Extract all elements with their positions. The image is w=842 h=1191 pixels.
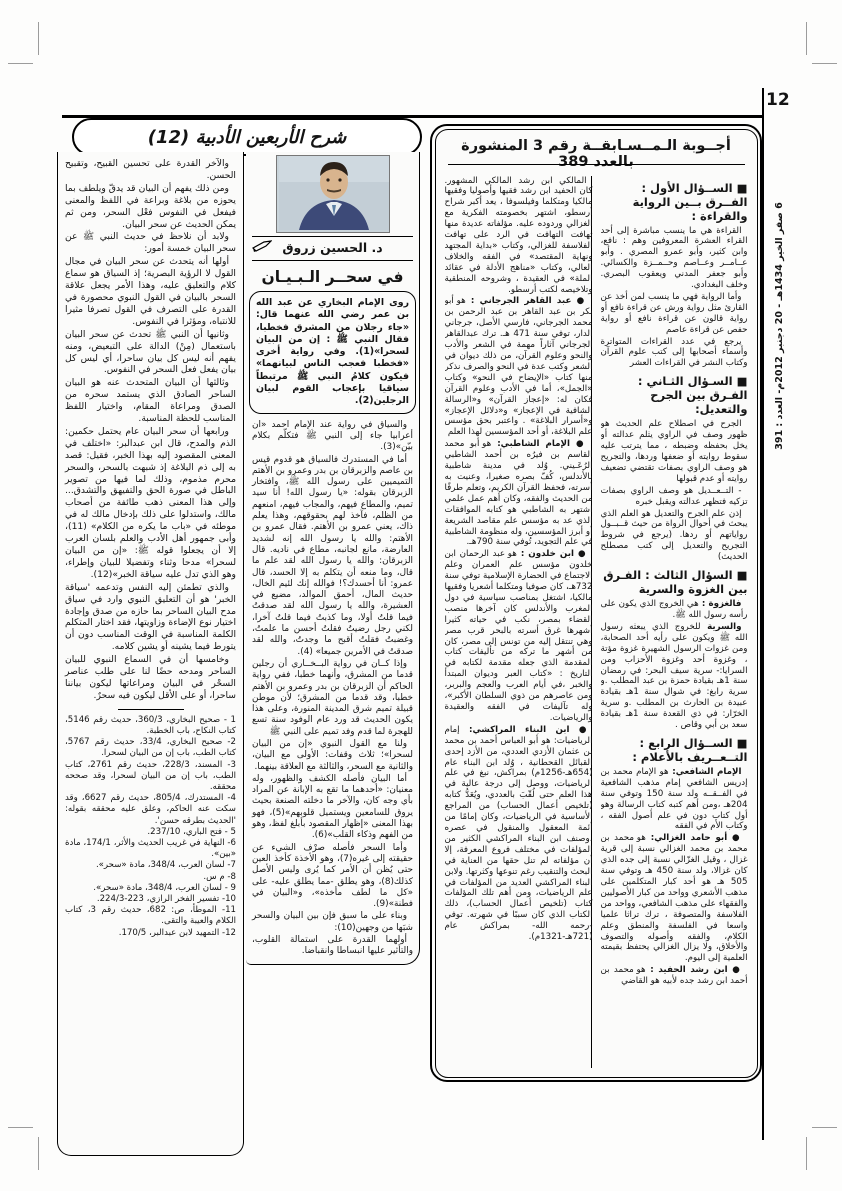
- crop-mark: [8, 1127, 33, 1128]
- caption-rule-bottom: [252, 260, 413, 261]
- paragraph: ولابد أن نلاحظ في حديث النبي ﷺ عن سحر البيان خمسة أمور:: [65, 231, 236, 255]
- paragraph: ● الإمام الشاطبي: هو أبو محمد القاسم بن فيرُه بن أحمد الشاطبي الرُعَـيني. وُلد في مدينة شاطبية بالأندلس، كُفّ بصره صغيرا، وعنيت به أسرته، فحفظ القرآن الكريم، وتعلم طرفًا من الحديث والفقه، وكان أهم عمل علمي اشتهر به الشاطبي هو كتابه الموافقات الذي عد به مؤسس علم مقاصد الشريعة أو أبرز المؤسسين، وله منظومة الشاطبية في علم التجويد، تُوفي سنة 790هـ.: [444, 439, 593, 548]
- paragraph: أما البيان فأصله الكشف والظهور، وله معنيان: «أحدهما ما تقع به الإبانة عن المراد بأي وجه كان، والآخر ما دخلته الصنعة بحيث يروق للسامعين ويستميل قلوبهم»(5)، فهو بهذا المعنى «إظهار المقصود بأبلغ لفظ، وهو من الفهم وذكاء القلب»(6).: [252, 773, 413, 841]
- paragraph: ● عبد القاهر الجرجاني : هو أبو بكر بن عبد القاهر بن عبد الرحمن بن محمد الجرجاني، فارسي الأصل، جرجاني الدار، توفي سنة 471 هـ. ترك عبدالقاهر الجرجاني آثاراً مهمة في الشعر والأدب والنحو وعلوم القرآن، من ذلك ديوان في الشعر وكتب عدة في النحو والصرف نذكر منها كتاب «الإيضاح في النحو» وكتاب «الجمل»، أما في الأدب وعلوم القرآن فكان له: «إعجاز القرآن» و«الرسالة الشافية في الإعجاز» و«دلائل الإعجاز» و«أسرار البلاغة» . واعتبر بحق مؤسس علم البلاغة، أو أحد المؤسسين لهذا العلم: [444, 296, 593, 438]
- footnote: 7- لسان العرب، 348/4، مادة «سحر».: [95, 860, 236, 871]
- essay-left-column: [57, 152, 244, 1156]
- footnote: 6- النهاية في غريب الحديث والأثر، 174/1، مادة «بين».: [65, 838, 236, 860]
- paragraph: وبناء على ما سبق فإن بين البيان والسحر شبَها من وجهين(10):: [252, 911, 413, 933]
- paragraph: أما في المستدرك فالسياق هو قدوم قيس بن عاصم والزبرقان بن بدر وعمرو بن الأهتم التميميين على رسول الله ﷺ، وافتخار الزبرقان بقوله: «يا رسول الله! أنا سيد تميم، والمطاع فيهم، والمجاب فيهم، امنعهم من الظلم، فآخذ لهم بحقوقهم، وهذا يعلم ذاك، يعني عمرو بن الأهتم. فقال عمرو بن الأهتم: والله يا رسول الله إنه لشديد العارضة، مانع لجانبه، مطاع في ناديه. قال الزبرقان: والله يا رسول الله لقد علم ما قال، وما منعه أن يتكلم به إلا الحسد، قال عمرو: أنا أحسدك؟! فوالله إنك لئيم الخال، حديث المال، أحمق الموالد، مضيع في العشيرة، والله يا رسول الله لقد صدقتُ فيما قلتُ أولا، وما كذبتُ فيما قلتُ آخرا، لكني رجل رضيتُ فقلتُ أحسن ما علمتُ، وغضبتُ فقلتُ أقبح ما وجدتُ، والله لقد صدقتُ في الأمرين جميعا» (4).: [252, 454, 413, 657]
- paragraph: ● ابن خلدون : هو عبد الرحمان ابن خلدون مؤسس علم العمران وعلم الاجتماع في الحضارة الإسلامية توفي سنة 732هـ، كان صوفيا ومتكلما أشعريا وفقيها مالكيا، اشتغل بمناصب سياسية في دول المغرب والأندلس كان آخرها منصب القضاء بمصر، نكب في حياته كثيرا أشهرها غرق أسرته بالبحر قرب مصر وهي تنتقل إليه من تونس إلى مصر، كان من أشهر ما تركه من تأليفات كتاب المقدمة الذي جعله مقدمة لكتابه في التاريخ : «كتاب العبر وديوان المبتدأ والخبر ،في أيام العرب والعجم والبربر، ومن عاصرهم من ذوي السلطان الأكبر»، وله تآليفات في الفقه والعقيدة والرياضيات.: [444, 549, 593, 723]
- paragraph: الإمام الشافعي: هو الإمام محمد بن إدريس الشافعي إمام مذهب الشافعية في الفــقــه ولد سنة 150 وتوفي سنة 204هـ ،ومن أهم كتبه كتاب الرسالة وهو أول كتاب دون في علم أصول الفقه ، وكتاب الأم في الفقه: [600, 766, 748, 832]
- paragraph: والآخر القدرة على تحسين القبيح، وتقبيح الحسن.: [65, 158, 236, 181]
- paragraph: الجرح في اصطلاح علم الحديث هو ظهور وصف في الراوي يثلم عدالته أو يخل بحفظه وضبطه ، مما يترتب عليه سقوط روايته أو ضعفها وردها، والتجريح هو وصف الراوي بصفات تقتضي تضعيف روايته أو عدم قبولها: [600, 419, 748, 484]
- footnote: 2- صحيح البخاري، 33/4، حديث رقم 5767، كتاب الطب، باب إن من البيان لسحرا.: [65, 737, 236, 759]
- essay-title: في سحــر الـبـيـان: [261, 268, 404, 286]
- series-title: شرح الأربعين الأدبية (12): [147, 126, 347, 148]
- paragraph: وثانيها أن النبي ﷺ تحدث عن سحر البيان باستعمال (مِنْ) الدالة على التبعيض، ومنه يفهم أنه ليس كل بيان ساحرا، أي ليس كل بيان يفعل فعل السحر في النفوس.: [65, 328, 236, 376]
- paragraph: ● ابن رشد الحفيد : هو محمد بن أحمد ابن رشد جده لأبيه هو القاضي: [600, 965, 748, 987]
- author-name: د. الحسين زروق: [282, 239, 383, 255]
- crop-mark: [812, 1127, 837, 1128]
- footnote: 9 - لسان العرب، 348/4، مادة «سحر».: [93, 882, 236, 893]
- footnote: 8- م س.: [203, 871, 236, 882]
- paragraph: والسرية للخروج الذي يبعثه رسول الله ﷺ ويكون على رأيه أحد الصحابة، ومن غزوات الرسول الشهيرة غزوة مؤتة ، وغزوة أحد وغزوة الأحزاب ومن السرايا:- سرية سيف البحر: في رمضان سنة 1هـ بقيادة حمزة بن عبد المطلب .و سرية رابغ: في شوال سنة 1هـ بقيادة عبيدة بن الحارث بن المطلب .و سرية الخرّار: في ذي القعدة سنة 1هـ بقيادة سعد بن أبي وقاص .: [600, 621, 748, 731]
- paragraph: وأما السحر فأصله صرْف الشيء عن حقيقته إلى غيره(7)، وهو الأخذة كأخذ العين حتى يُظن أن الأمر كما يُرى وليس الأصل كذلك(8)، وهو يطلق -مما يطلق عليه- على «كل ما لطف مأخذه»، و«البيان في فطنة»(9).: [252, 842, 413, 910]
- paragraph: وخامسها أن في السماع النبوي للبيان الساحر ومدحه حضًا لنا على طلب عناصر السحْر في البيان ومراعاتها ليكون بياننا ساحرا، أو على الأقل ليكون فيه سحرٌ.: [65, 654, 236, 701]
- crop-mark: [8, 63, 33, 64]
- crop-mark: [38, 22, 39, 55]
- essay-middle-column: [246, 152, 420, 965]
- author-photo-image: [279, 156, 389, 230]
- footnote-divider: [118, 709, 184, 710]
- edition-date-vertical: 6 صفر الخير 1434هـ - 20 دجنبر 2012م- العدد : 391: [774, 202, 785, 450]
- footnote: 11- الموطأ، ص: 682، حديث رقم 3، كتاب الكلام والعيبة والتقى.: [65, 905, 237, 927]
- footnote: 10- تفسير الفخر الرازي، 223-224/3.: [96, 894, 236, 905]
- author-caption-row: [246, 237, 419, 257]
- footnote: 1 - صحيح البخاري، 360/3، حديث رقم 5146، كتاب النكاح، باب الخطبة.: [65, 714, 236, 736]
- paragraph: وأما الرواية فهي ما ينسب لمن أخذ عن القارئ مثل رواية ورش عن قراءة نافع أو رواية قالون عن قراءة نافع أو رواية حفص عن قراءة عاصم: [600, 291, 748, 335]
- question-heading: ■ السـؤال الثـاني : الفـرق بين الجرح والتعديل:: [637, 374, 748, 417]
- question-heading: ■ السؤال الثالث : الفـرق بين الغزوة والسرية: [603, 568, 748, 597]
- question-heading: ■ الســؤال الرابع : التــعــريف بالأعلام :: [632, 735, 748, 764]
- paragraph: ● أبو حامد الغزالي: هو محمد بن محمد بن محمد الغزالي نسبة إلى قرية غزال ، وقيل الغزّالي نسبة إلى جده الذي كان غزالا، ولد سنة 450 هـ وتوفي سنة 505 هـ هو أحد كبار المتكلمين على مذهب الأشعري وواحد من كبار الأصوليين والفقهاء على مذهب الشافعي، وواحد من الفلاسفة والمتصوفة ، ترك تراثا علميا واسعا في الفلسفة والمنطق وعلم الكلام، والفقه وأصوله والتصوف والأخلاق، ولا يزال الغزالي يحتفظ بقيمته العلمية إلى اليوم.: [600, 833, 748, 964]
- crop-mark: [806, 22, 807, 55]
- series-banner: [72, 118, 422, 156]
- paragraph: ومن ذلك يفهم أن البيان قد يدقّ ويلطف بما يحوزه من بلاغة وبراعة في اللفظ والمعنى فيفعل في النفوس فعْل السحر، ومن ثم يمكن الحديث عن سحر البيان.: [65, 182, 236, 230]
- paragraph: يرجع في عدد القراءات المتواترة وأسماء أصحابها إلى كتب علوم القرآن وكتاب النشر في القراءات العشر: [600, 336, 748, 369]
- article-columns: [445, 176, 748, 1068]
- article-title: أجــوبة الـمــسـابقــة رقم 3 المنشورة بالعدد 389: [461, 137, 731, 170]
- paragraph: - التــعــديل هو وصف الراوي بصفات تزكيه فتظهر عدالته ويقبل خبره: [600, 485, 748, 507]
- paragraph: ولنا مع القول النبوي «إن من البيان لسحرا»؛ ثلاث وقفات: الأولى مع البيان، والثانية مع السحر، والثالثة مع العلاقة بينهما.: [252, 738, 413, 772]
- essay-paragraphs: [65, 158, 236, 702]
- competition-answers-article: [430, 124, 762, 1082]
- paragraph: فالغزوة : هي الخروج الذي يكون على رأسه رسول الله ﷺ.: [600, 599, 748, 620]
- essay-middle-paragraphs: [246, 420, 419, 960]
- paragraph: وثالثها أن البيان المتحدث عنه هو البيان الساحر الصادق الذي يستمد سحره من الصدق ومراعاة المقام، واختيار اللفظ المناسب للحظة المناسبة.: [65, 377, 236, 425]
- right-vertical-rule: [762, 88, 764, 1140]
- footnote: 3- المسند، 228/3، حديث رقم 2761، كتاب الطب، باب إن من البيان لسحرا، وقد صححه محققه.: [65, 759, 236, 792]
- paragraph: أولها أنه يتحدث عن سحر البيان في مجال القول لا الرؤية البصرية؛ إذ السياق هو سماع كلام والتعليق عليه، وهذا الأمر يجعل علاقة السحر بالبيان في القول النبوي محصورة في القدرة على التصرف في القول تصرفا مثيرا للانتباه، ومؤثرا في النفوس.: [65, 256, 236, 327]
- article-inner-border: [435, 129, 758, 1078]
- pen-icon: [252, 239, 272, 258]
- paragraph: ● ابن البناء المراكشي: إمام الرياضيات: هو أبو العباس أحمد بن محمد بن عثمان الأزدي العددي، من الأزد إحدى القبائل القحطانية ، وُلد ابن البناء عام (654هـ-1256م) بمراكش، نبغ في علم الرياضيات، ووصل إلى درجة عالية في هذا العلم حتى لُقّبَ بالعددي، ويُعَدُّ كتابه (تلخيص أعمال الحساب) من المراجع الأساسية في الرياضيات، وكان إمامًا من أئمة المعقول والمنقول في عصره .وصنف ابن البناء المراكشي الكثير من المؤلفات في مختلف فروع المعرفة، إلا أن مؤلفاته لم تنل حقها من العناية في البحث والتنقيب رغم تنوعها وكثرتها. ولابن البناء المراكشي العديد من المؤلفات في علم الرياضيات، ومن أهم تلك المؤلفات كتاب (تلخيص أعمال الحساب)، ذلك الكتاب الذي كان سببًا في شهرته. توفي -رحمه الله- بمراكش عام (721هـ-1321م).: [444, 724, 593, 943]
- title-rule: [448, 164, 745, 165]
- paragraph: ورابعها أن سحر البيان عام يحتمل حكمين: الذم والمدح، قال ابن عبدالبر: «اختلف في المعنى المقصود إليه بهذا الخبر، فقيل: قصد به إلى ذم البلاغة إذ شبهت بالسحر، والسحر محرم مذموم، وذلك لما فيها من تصوير الباطل في صورة الحق والتفيهق والتشدق... وإلى هذا المعنى ذهب طائفة من أصحاب مالك، واستدلوا على ذلك بإدخال مالك له في موطئه في «باب ما يكره من الكلام» (11)، وأبى جمهور أهل الأدب والعلم بلسان العرب إلا أن يجعلوا قوله ﷺ: «إن من البيان لسحرا» مدحا وثناء وتفضيلا للبيان وإطراء، وهو الذي تدل عليه سياقة الخبر»(12).: [65, 425, 236, 580]
- footnote: 4- المستدرك، 805/4، حديث رقم 6627، وقد سكت عنه الحاكم، وعلق عليه محققه بقوله: 'الحديث بطرقه حسن'.: [65, 793, 236, 826]
- paragraph: القراءة هي ما ينسب مباشرة إلى أحد القراء العشرة المعروفين وهم : نافع، وابن كثير، وأبو عمرو المصري . وأبو عــامــر وعــاصم وحــمــزة والكسائي. وأبو جعفر المدني ويعقوب البصري. وخلف البغدادي.: [600, 225, 748, 291]
- author-photo: [276, 155, 390, 233]
- crop-mark: [812, 63, 837, 64]
- crop-mark: [806, 1137, 807, 1170]
- paragraph: والسياق في رواية عند الإمام أحمد «أن أعرابيا جاء إلى النبي ﷺ فتكلّم بكلام بيّن»(3).: [252, 419, 413, 453]
- paragraph: إذن علم الجرح والتعديل هو العلم الذي يبحث في أحوال الرواة من حيث قــبــول رواياتهم أو ردها. (يرجع في شروط التجريح والتعديل إلى كتب مصطلح الحديث): [600, 508, 748, 563]
- question-heading: ■ الســؤال الأول : الفــرق بــين الرواية والقراءة :: [632, 180, 748, 223]
- answers-column-right: [601, 176, 748, 1068]
- footnote: 12- التمهيد لابن عبدالبر، 170/5.: [118, 927, 236, 938]
- paragraph: وإذا كــان في رواية البــخــاري أن رجلين قدما من المشرق، وأنهما خطبا، ففي رواية الحاكم أن الزبرقان بن بدر وعمرو بن الأهتم خطبا، وقد قدما من المشرق؛ لأن موطن قبيلة تميم شرق المدينة المنورة، وعلى هذا يكون الحديث قد ورد عام الوفود سنة تسع للهجرة لما قدم وفد تميم على النبي ﷺ: [252, 658, 413, 737]
- footnotes-list: [65, 715, 236, 939]
- footnote: 5 - فتح الباري، 237/10.: [147, 826, 236, 837]
- paragraph: والذي تطمئن إليه النفس وتدعمه 'سياقة الخبر' هو أن التعليق النبوي وارد في سياق مدح البيان الساحر بما حازه من صدق وإجادة اختيار نوع الإضاءة وزاويتها، فقد اختار المتكلم الكلمة المناسبة في الوقت المناسب دون أن يتورط فيما يشينه أو يشين كلامه.: [65, 581, 236, 653]
- hadith-box: روى الإمام البخاري عن عبد الله بن عمر رضي الله عنهما قال: «جاء رجلان من المشرق فخطبا، فقال النبي ﷺ : إن من البيان لسحرا»(1). وفي رواية أخرى «فخطبا فعجب الناس لبيانهما» فيكون كلامُ النبي ﷺ مرتبطاً سياقيا بإعجاب القوم لبيان الرجلين(2).: [249, 291, 416, 414]
- answers-column-left: [445, 176, 593, 1068]
- page-number: 12: [766, 90, 790, 110]
- paragraph: المالكي ابن رشد المالكي المشهور. كان الحفيد ابن رشد فقيها وأصوليا وفقيها مالكيا ومتكلما وفيلسوفا ، يعد أكبر شراح أرسطو، اشتهر بخصومته الفكرية مع الغزالي وردوده عليه. مؤلفاته عديدة منها تهافت التهافت في الرد على تهافت الفلاسفة للغزالي، وكتاب «بداية المجتهد ونهاية المقتصد» في الفقه والخلاف العالي، وكتاب «مناهج الأدلة في عقائد الملة» في العقيدة ، وشروحه المنطقية وتلاخيصه لكتب أرسطو.: [444, 175, 593, 295]
- paragraph: أولهما القدرة على استمالة القلوب، والتأثير عليها انبساطا وانقباضا.: [252, 935, 413, 957]
- crop-mark: [38, 1137, 39, 1170]
